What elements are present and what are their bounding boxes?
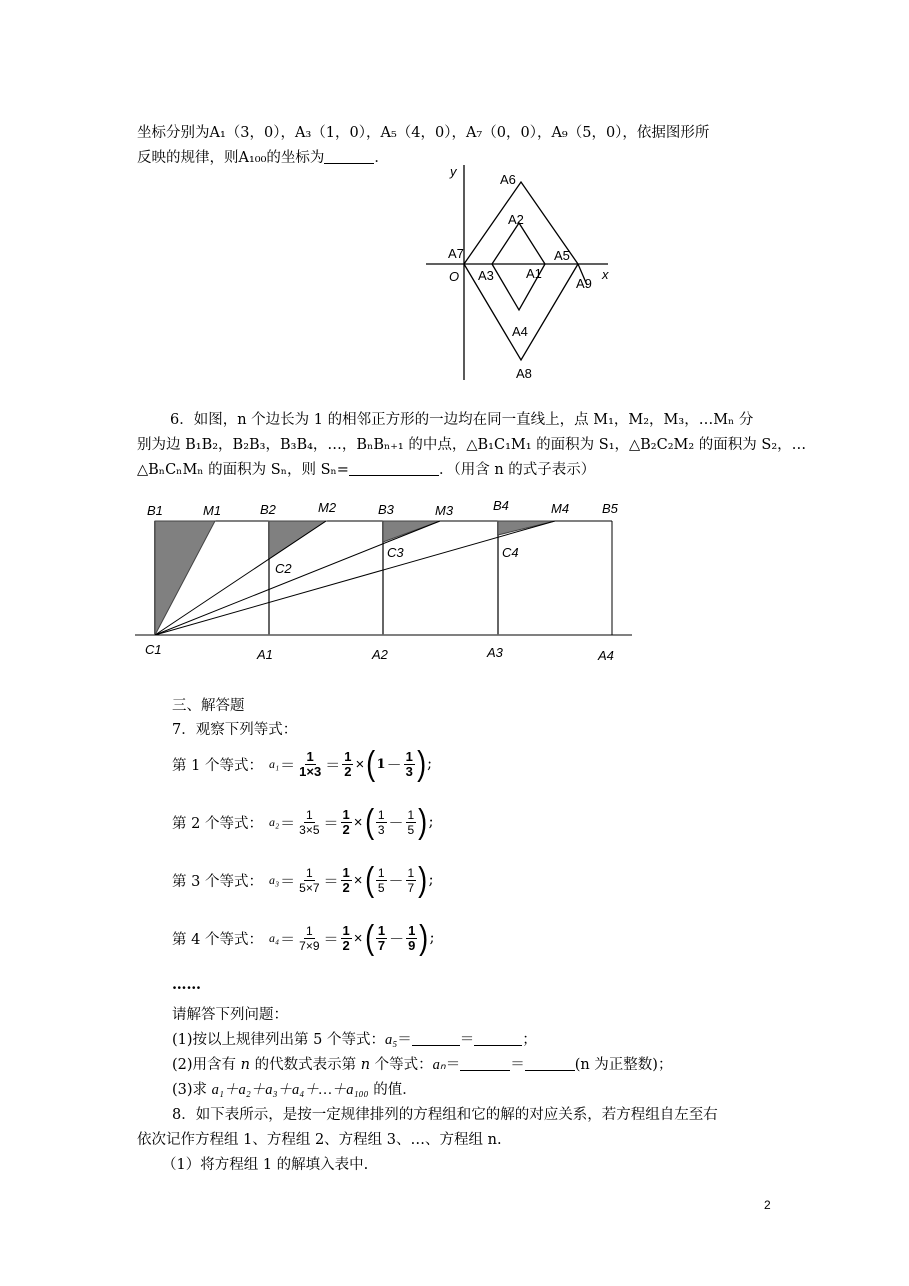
line-C1-M4: [155, 521, 555, 635]
answer-blank: [474, 1031, 522, 1046]
q2-var: aₙ: [432, 1057, 446, 1073]
q1-text: (1)按以上规律列出第 5 个等式：: [172, 1032, 385, 1048]
problem6-line1: 6．如图，n 个边长为 1 的相邻正方形的一边均在同一直线上，点 M₁，M₂，M₃，…Mₙ 分: [170, 412, 754, 428]
fraction-a: $\frac{1}{5}$: [377, 865, 385, 895]
triangle-1: [155, 521, 215, 635]
fraction-a: $\frac{1}{7}$: [377, 922, 386, 953]
label-A9: A9: [576, 276, 592, 291]
label-A6: A6: [500, 172, 516, 187]
q2-eq2: ＝: [510, 1057, 525, 1073]
label-A1: A1: [257, 647, 273, 662]
problem5-line2-end: ．: [374, 150, 389, 166]
section-heading: 三、解答题: [172, 698, 245, 714]
origin-label: O: [449, 269, 460, 284]
equation-1: 第 1 个等式： a₁ ＝ $\frac{1}{1\times 3}$ ＝ $\frac{1}{2}$ × ( 1 － $\frac{1}{3}$ ) ;: [172, 745, 433, 783]
q1-eq: ＝: [397, 1032, 412, 1048]
equation-label: 第 3 个等式：: [172, 873, 263, 890]
question-3: [172, 1078, 417, 1099]
question-1: [172, 1028, 537, 1049]
label-C2: C2: [275, 561, 292, 576]
label-B3: B3: [378, 502, 394, 517]
equation-3: 第 3 个等式： a₃ ＝ $\frac{1}{5\times 7}$ ＝ $\frac{1}{2}$ × ( $\frac{1}{5}$ － $\frac{1}{7}$ ) ;: [172, 861, 434, 899]
label-C3: C3: [387, 545, 404, 560]
label-A3: A3: [478, 268, 494, 283]
y-label: y: [450, 164, 457, 179]
label-B1: B1: [147, 503, 163, 518]
fraction-main: $\frac{1}{5\times 7}$: [299, 865, 320, 895]
fraction-b: $\frac{1}{5}$: [407, 807, 415, 837]
problem6-line3-text: △BₙCₙMₙ 的面积为 Sₙ，则 Sₙ=: [137, 462, 349, 478]
page-number: 2: [764, 1198, 771, 1212]
equation-var: a₂: [268, 814, 280, 829]
label-M3: M3: [435, 503, 454, 518]
label-A7: A7: [448, 246, 464, 261]
problem5-line2: [137, 146, 389, 167]
ask-text: 请解答下列问题：: [172, 1007, 288, 1023]
question-2: [172, 1053, 672, 1074]
problem6-line2: 别为边 B₁B₂，B₂B₃，B₃B₄，…，BₙBₙ₊₁ 的中点，△B₁C₁M₁ 的面积为 S₁，△B₂C₂M₂ 的面积为 S₂，…: [137, 437, 807, 453]
fraction-main: $\frac{1}{1\times 3}$: [299, 748, 322, 779]
answer-blank: [525, 1056, 575, 1071]
one-term: 1: [376, 756, 386, 772]
q2-n: n: [240, 1057, 250, 1073]
label-A3: A3: [487, 645, 503, 660]
answer-blank: [324, 149, 374, 164]
label-M4: M4: [551, 501, 570, 516]
fraction-half: $\frac{1}{2}$: [342, 806, 350, 837]
label-A2: A2: [508, 212, 524, 227]
q2-eq: ＝: [445, 1057, 461, 1073]
problem5-line2-text: 反映的规律，则A₁₀₀的坐标为: [137, 150, 325, 166]
fraction-half: $\frac{1}{2}$: [342, 864, 350, 895]
q1-end: ；: [522, 1032, 537, 1048]
q3-expr: a₁＋a₂＋a₃＋a₄＋…＋a₁₀₀: [211, 1082, 369, 1098]
equation-label: 第 4 个等式：: [172, 931, 263, 948]
q3-text: (3)求: [172, 1082, 212, 1098]
label-A4: A4: [512, 324, 528, 339]
fraction-main: $\frac{1}{3\times 5}$: [299, 807, 320, 837]
equation-label: 第 1 个等式：: [172, 757, 263, 774]
equation-2: 第 2 个等式： a₂ ＝ $\frac{1}{3\times 5}$ ＝ $\frac{1}{2}$ × ( $\frac{1}{3}$ － $\frac{1}{5}$ ) ;: [172, 803, 434, 841]
q2-text: (2)用含有: [172, 1057, 241, 1073]
equation-label: 第 2 个等式：: [172, 815, 263, 832]
rhombus-figure: [420, 160, 620, 385]
equation-var: a₁: [268, 756, 280, 771]
q2-text2: 的代数式表示第: [250, 1057, 361, 1073]
label-C4: C4: [502, 545, 519, 560]
label-B4: B4: [493, 498, 509, 513]
equation-var: a₄: [268, 930, 280, 945]
q1-var: a₅: [384, 1032, 398, 1048]
ellipsis: ……: [172, 976, 201, 993]
label-M2: M2: [318, 500, 337, 515]
label-A2: A2: [372, 647, 388, 662]
problem7-intro: 7．观察下列等式：: [172, 722, 298, 738]
fraction-half: $\frac{1}{2}$: [342, 922, 350, 953]
label-M1: M1: [203, 503, 222, 518]
label-A5: A5: [554, 248, 570, 263]
label-C1: C1: [145, 642, 162, 657]
fraction-b: $\frac{1}{3}$: [405, 748, 413, 779]
answer-blank: [412, 1031, 460, 1046]
x-label: x: [602, 267, 609, 282]
equation-var: a₃: [268, 872, 280, 887]
label-A8: A8: [516, 366, 532, 381]
fraction-b: $\frac{1}{9}$: [408, 922, 416, 953]
q2-text3: 个等式：: [370, 1057, 433, 1073]
problem6-line3: [137, 458, 595, 479]
q3-end: 的值．: [368, 1082, 417, 1098]
label-A4: A4: [598, 648, 614, 663]
problem8-line3: （1）将方程组 1 的解填入表中.: [162, 1157, 369, 1173]
problem6-line3-end: ．（用含 n 的式子表示）: [438, 462, 596, 478]
answer-blank: [349, 461, 439, 476]
q2-n2: n: [360, 1057, 371, 1073]
problem8-line1: 8．如下表所示，是按一定规律排列的方程组和它的解的对应关系，若方程组自左至右: [172, 1107, 718, 1123]
equation-4: 第 4 个等式： a₄ ＝ $\frac{1}{7\times 9}$ ＝ $\frac{1}{2}$ × ( $\frac{1}{7}$ － $\frac{1}{9}$ ) ;: [172, 919, 435, 957]
problem8-line2: 依次记作方程组 1、方程组 2、方程组 3、…、方程组 n.: [137, 1132, 502, 1148]
q1-eq2: ＝: [459, 1032, 475, 1048]
q2-end: (n 为正整数)；: [574, 1057, 673, 1073]
fraction-b: $\frac{1}{7}$: [407, 865, 415, 895]
fraction-a: $\frac{1}{3}$: [377, 807, 385, 837]
fraction-half: $\frac{1}{2}$: [344, 748, 352, 779]
answer-blank: [460, 1056, 510, 1071]
label-B5: B5: [602, 501, 618, 516]
fraction-main: $\frac{1}{7\times 9}$: [299, 923, 320, 953]
label-B2: B2: [260, 502, 276, 517]
squares-figure: [135, 495, 635, 670]
label-A1: A1: [526, 266, 542, 281]
problem5-line1: 坐标分别为A₁（3，0），A₃（1，0），A₅（4，0），A₇（0，0），A₉（5，0），依据图形所: [137, 125, 710, 141]
